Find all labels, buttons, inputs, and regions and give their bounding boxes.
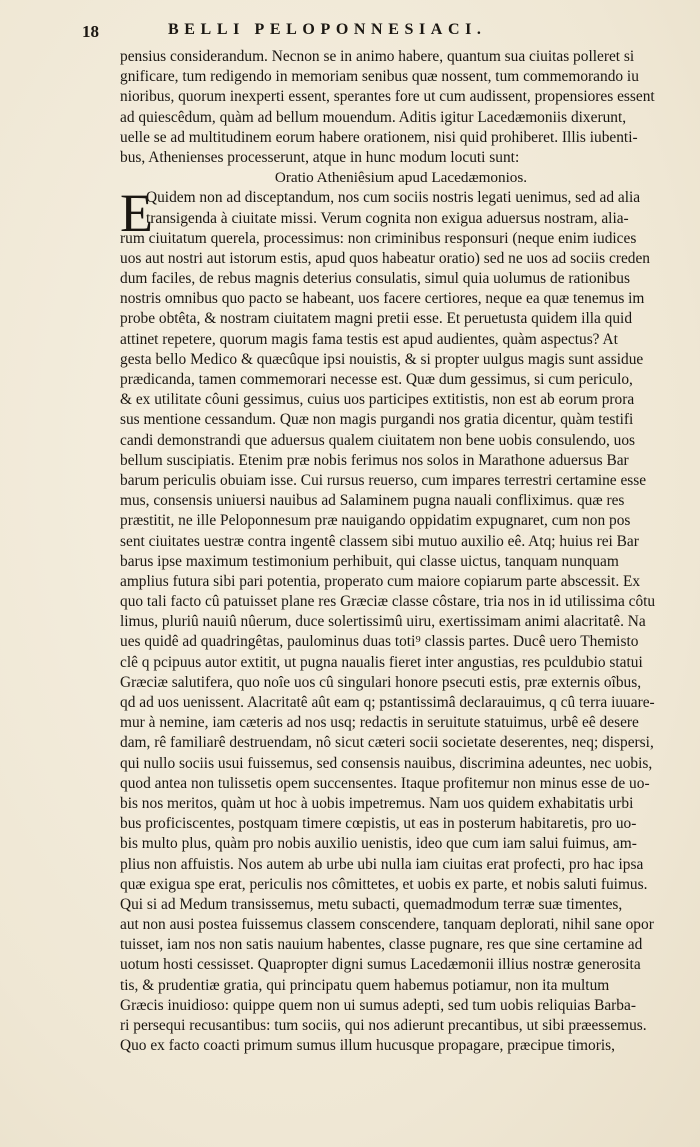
drop-cap: E <box>120 183 153 244</box>
text-line: bis multo plus, quàm pro nobis auxilio uenistis, ideo que cum iam salui fuimus, am- <box>120 835 637 853</box>
text-line: uotum hosti cessisset. Quapropter digni sumus Lacedæmonii illius nostræ generosita <box>120 956 641 974</box>
text-line: quod antea non tulissetis opem succensentes. Itaque profitemur non minus esse de uo- <box>120 774 650 792</box>
oration-paragraph <box>120 183 682 1056</box>
text-line: gnificare, tum redigendo in memoriam senibus quæ nossent, tum commemorando iu <box>120 68 639 86</box>
text-line: attinet repetere, quorum magis fama testis est apud audientes, quàm aspectus? At <box>120 330 618 348</box>
oration-lines <box>120 183 682 1056</box>
text-line: nostris omnibus quo pacto se habeant, uos facere certiores, neque ea quæ tenemus im <box>120 290 645 308</box>
text-line: bis nos meritos, quàm ut hoc à uobis impetremus. Nam uos quidem exhabitatis urbi <box>120 794 634 812</box>
text-line: ri persequi recusantibus: tum sociis, qui nos adierunt precantibus, ut sibi præessemus. <box>120 1017 647 1034</box>
text-line: qui nullo sociis usui fuissemus, sed consensis nauibus, discrimina adeuntes, nec uobis, <box>120 754 653 772</box>
running-head: BELLI PELOPONNESIACI. <box>168 21 487 38</box>
text-line: aut non ausi postea fuissemus classem conscendere, tanquam deplorati, nihil sane opor <box>120 916 654 934</box>
text-line: mur à nemine, iam cæteris ad nos usq; redactis in seruitute statuimus, urbê eê desere <box>120 714 639 732</box>
text-line: sent ciuitates uestræ contra ingentê classem sibi mutuo auxilio eê. Atq; huius rei Bar <box>120 532 639 550</box>
text-line: pensius considerandum. Necnon se in animo habere, quantum sua ciuitas polleret si <box>120 48 635 65</box>
text-line: ues quidê ad quadringêtas, paulominus duas toti⁹ classis partes. Ducê uero Themisto <box>120 633 639 651</box>
text-line: plius non affuistis. Nos autem ab urbe ubi nulla iam ciuitas erat profecti, pro hac ipsa <box>120 855 644 873</box>
text-line: sus mentione cessandum. Quæ non magis purgandi nos gratia dicentur, quàm testifi <box>120 411 634 429</box>
text-line: barus ipse maximum testimonium perhibuit, qui classe uictus, tanquam nunquam <box>120 552 619 570</box>
text-line: barum periculis obuiam isse. Cui rursus reuerso, cum impares terrestri certamine esse <box>120 471 647 489</box>
text-line: præstitit, ne ille Peloponnesum præ nauigando oppidatim expugnaret, cum non pos <box>120 512 631 530</box>
text-line: transigenda à ciuitate missi. Verum cognita non exigua aduersus nostram, alia- <box>146 209 629 227</box>
text-line: limus, pluriû nauiû nûerum, duce solertissimû uiru, exertissimam animi alacritatê. Na <box>120 613 646 631</box>
text-line: probe obtêta, & nostram ciuitatem magni pretii esse. Et peruetusta quidem illa quid <box>120 310 633 328</box>
text-line: dum faciles, de rebus magnis deterius consulatis, simul quia uolumus de rationibus <box>120 270 630 288</box>
text-line: Quo ex facto coacti primum sumus illum hucusque propagare, præcipue timoris, <box>120 1037 615 1055</box>
text-line: amplius futura sibi pari potentia, properato cum maiore copiarum parte abscessit. Ex <box>120 572 641 590</box>
text-line: quæ exigua spe erat, periculis nos cômittetes, et uobis ex parte, et nobis saluti fuimus. <box>120 875 648 893</box>
text-line: Græcis inuidioso: quippe quem non ui sumus adepti, sed tum uobis reliquias Barba- <box>120 996 636 1014</box>
text-line: bellum suscipiatis. Etenim præ nobis ferimus nos solos in Marathone aduersus Bar <box>120 451 629 469</box>
oration-title: Oratio Atheniêsium apud Lacedæmonios. <box>274 169 528 187</box>
text-line: quo tali facto cû patuisset plane res Græciæ classe côstare, tria nos in id utilissima côtu <box>120 593 656 611</box>
text-line: & ex utilitate côuni gessimus, cuius uos participes extitistis, non est ab eorum prora <box>120 391 635 409</box>
text-line: nioribus, quorum inexperti essent, sperantes fore ut cum audissent, propensiores essent <box>120 88 655 106</box>
text-line: rum ciuitatum querela, processimus: non criminibus responsuri (neque enim iudices <box>120 229 637 247</box>
text-line: qd ad uos uenissent. Alacritatê aût eam q; pstantissimâ declarauimus, q cû terra iuuare- <box>120 694 655 711</box>
text-line: mus, consensis uniuersi nauibus ad Salaminem pugna nauali confliximus. quæ res <box>120 492 625 510</box>
intro-paragraph <box>120 47 682 168</box>
page-header <box>0 18 700 48</box>
text-line: candi demonstrandi que aduersus qualem ciuitatem non bene uobis consulendo, uos <box>120 431 636 449</box>
text-line: dam, rê familiarê destruendam, nô sicut cæteri socii societate deserentes, neq; dispersi, <box>120 734 654 752</box>
text-block <box>120 47 682 1056</box>
text-line: Quidem non ad disceptandum, nos cum sociis nostris legati uenimus, sed ad alia <box>146 189 641 207</box>
text-line: uelle se ad multitudinem eorum habere orationem, nisi quid prohiberet. Illis iubenti- <box>120 128 638 146</box>
text-line: tuisset, iam nos non satis nauium habentes, classe pugnare, res que sine certamine ad <box>120 936 643 954</box>
text-line: bus, Athenienses processerunt, atque in hunc modum locuti sunt: <box>120 148 520 166</box>
page-number: 18 <box>82 22 99 41</box>
text-line: prædicanda, tamen commemorari necesse est. Quæ dum gessimus, si cum periculo, <box>120 371 633 388</box>
text-line: gesta bello Medico & quæcûque ipsi nouistis, & si propter uulgus magis sunt assidue <box>120 350 644 368</box>
text-line: uos aut nostri aut istorum estis, apud quos habeatur oratio) sed ne uos ad sociis creden <box>120 249 651 267</box>
text-line: bus proficiscentes, postquam timere cœpistis, ut eas in posterum habitaretis, pro uo- <box>120 815 637 833</box>
text-line: tis, & prudentiæ gratia, qui principatu quem habemus potiamur, non ita multum <box>120 976 610 994</box>
text-line: Qui si ad Medum transissemus, metu subacti, quemadmodum terræ suæ timentes, <box>120 895 623 913</box>
text-line: Græciæ salutifera, quo noîe uos cû singulari honore psecuti estis, præ externis oîbus, <box>120 673 642 691</box>
text-line: ad quiescêdum, quàm ad bellum mouendum. Aditis igitur Lacedæmoniis dixerunt, <box>120 108 627 126</box>
text-line: clê q pcipuus autor extitit, ut pugna naualis fieret inter angustias, res pculdubio statui <box>120 653 643 671</box>
